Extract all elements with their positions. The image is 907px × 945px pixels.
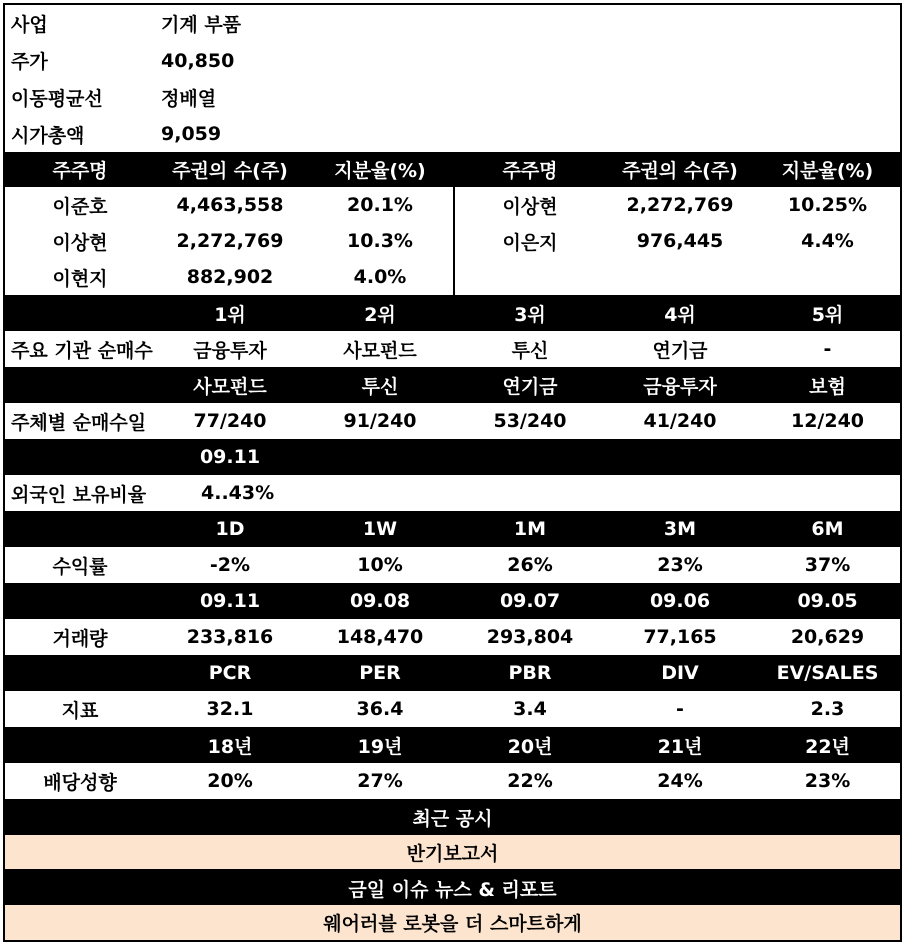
- info-value: 40,850: [161, 49, 235, 72]
- indicator-header: DIV: [661, 662, 699, 684]
- entity-value: 77/240: [193, 410, 267, 432]
- disclosure-item[interactable]: [5, 835, 900, 869]
- header-shares: 주권의 수(주): [172, 160, 288, 182]
- institution-value: 투신: [511, 339, 549, 362]
- return-value: 37%: [804, 554, 851, 576]
- year-header: 21년: [657, 735, 703, 758]
- returns-header: [5, 511, 900, 547]
- header-name: 주주명: [502, 160, 558, 182]
- news-header: [5, 871, 900, 905]
- rank-1: 1위: [214, 303, 246, 326]
- shareholder-shares: 2,272,769: [176, 230, 284, 252]
- indicator-value: -: [676, 698, 684, 720]
- table-row: [5, 259, 900, 295]
- period-header: 1W: [362, 518, 398, 540]
- shareholder-ratio: 4.4%: [801, 230, 854, 252]
- dividend-header: [5, 727, 900, 763]
- rank-5: 5위: [811, 303, 844, 326]
- shareholder-name: 이현지: [52, 267, 108, 290]
- indicator-header: PER: [359, 662, 401, 684]
- rank-4: 4위: [664, 303, 696, 326]
- entity-header-cell: 보험: [809, 375, 846, 398]
- period-header: 1D: [215, 518, 245, 540]
- row-label: 거래량: [52, 627, 108, 650]
- header-ratio: 지분율(%): [334, 160, 426, 182]
- rank-header: [5, 295, 900, 331]
- shareholder-name: 이은지: [502, 231, 558, 254]
- header-shares: 주권의 수(주): [622, 160, 738, 182]
- institution-value: 사모펀드: [343, 339, 417, 362]
- dividend-value: 22%: [507, 770, 553, 792]
- rank-2: 2위: [364, 303, 396, 326]
- return-value: 10%: [357, 554, 403, 576]
- row-label: 수익률: [52, 555, 108, 578]
- shareholder-shares: 4,463,558: [176, 194, 284, 216]
- row-label: 배당성향: [43, 771, 117, 794]
- return-value: 23%: [657, 554, 703, 576]
- foreign-value: 4..43%: [201, 482, 275, 504]
- header-ratio: 지분율(%): [781, 160, 874, 182]
- volume-value: 233,816: [186, 626, 274, 648]
- date-header: 09.07: [499, 590, 561, 612]
- dividend-value: 24%: [657, 770, 703, 792]
- entity-header: [5, 367, 900, 403]
- indicator-value: 2.3: [810, 698, 845, 720]
- dividend-value: 20%: [207, 770, 253, 792]
- table-row: [5, 187, 900, 223]
- stock-info-sheet: [3, 3, 902, 942]
- rank-3: 3위: [514, 303, 546, 326]
- info-row-price: [5, 42, 900, 79]
- volume-header: [5, 583, 900, 619]
- indicator-header: PCR: [208, 662, 252, 684]
- entity-row: [5, 403, 900, 439]
- shareholder-shares: 2,272,769: [626, 194, 734, 216]
- shareholder-ratio: 10.3%: [347, 230, 413, 252]
- shareholder-name: 이상현: [52, 231, 108, 254]
- year-header: 20년: [507, 735, 553, 758]
- shareholder-shares: 882,902: [186, 266, 274, 288]
- row-label: 주체별 순매수일: [11, 411, 147, 434]
- table-row: [5, 223, 900, 259]
- indicator-value: 32.1: [206, 698, 254, 720]
- institution-value: 연기금: [652, 339, 708, 362]
- shareholder-ratio: 4.0%: [353, 266, 407, 288]
- date-header: 09.11: [199, 590, 261, 612]
- volume-row: [5, 619, 900, 655]
- indicator-header: EV/SALES: [776, 662, 879, 684]
- date-header: 09.05: [797, 590, 858, 612]
- news-link[interactable]: 웨어러블 로봇을 더 스마트하게: [323, 913, 582, 935]
- info-value: 기계 부품: [161, 14, 242, 36]
- indicator-header: PBR: [508, 662, 552, 684]
- entity-value: 91/240: [343, 410, 417, 432]
- date-header: 09.06: [649, 590, 711, 612]
- entity-value: 53/240: [493, 410, 567, 432]
- info-value: 정배열: [161, 88, 217, 110]
- info-row-moving-average: [5, 79, 900, 116]
- dividend-row: [5, 763, 900, 799]
- returns-row: [5, 547, 900, 583]
- disclosure-title: 최근 공시: [412, 807, 493, 830]
- foreign-date: 09.11: [199, 446, 261, 468]
- dividend-value: 27%: [357, 770, 403, 792]
- volume-value: 148,470: [336, 626, 424, 648]
- date-header: 09.08: [349, 590, 411, 612]
- period-header: 1M: [513, 518, 547, 540]
- period-header: 6M: [811, 518, 844, 540]
- entity-value: 12/240: [790, 410, 865, 432]
- row-label: 지표: [61, 699, 99, 722]
- institution-row: [5, 331, 900, 367]
- info-value: 9,059: [161, 123, 222, 145]
- shareholder-name: 이상현: [502, 195, 558, 218]
- entity-header-cell: 투신: [361, 375, 399, 398]
- return-value: 26%: [507, 554, 553, 576]
- volume-value: 20,629: [790, 626, 865, 648]
- shareholder-name: 이준호: [52, 195, 108, 218]
- indicators-header: [5, 655, 900, 691]
- volume-value: 77,165: [643, 626, 717, 648]
- year-header: 18년: [207, 735, 253, 758]
- disclosure-header: [5, 799, 900, 835]
- info-row-market-cap: [5, 116, 900, 152]
- basic-info: [5, 5, 900, 152]
- indicator-value: 36.4: [356, 698, 404, 720]
- entity-header-cell: 금융투자: [643, 375, 717, 398]
- year-header: 19년: [357, 735, 403, 758]
- year-header: 22년: [805, 735, 850, 758]
- shareholder-shares: 976,445: [636, 230, 724, 252]
- entity-value: 41/240: [643, 410, 717, 432]
- indicator-value: 3.4: [513, 698, 547, 720]
- news-item[interactable]: [5, 905, 900, 940]
- period-header: 3M: [663, 518, 697, 540]
- row-label: 외국인 보유비율: [11, 483, 147, 506]
- foreign-header: [5, 439, 900, 475]
- info-label: 이동평균선: [11, 88, 103, 110]
- institution-value: 금융투자: [193, 339, 267, 362]
- volume-value: 293,804: [486, 626, 574, 648]
- entity-header-cell: 사모펀드: [193, 375, 267, 398]
- info-row-business: [5, 5, 900, 42]
- row-label: 주요 기관 순매수: [11, 339, 153, 362]
- info-label: 시가총액: [11, 124, 85, 147]
- news-title: 금일 이슈 뉴스 & 리포트: [348, 878, 557, 901]
- info-label: 사업: [11, 14, 48, 36]
- shareholder-ratio: 20.1%: [347, 194, 413, 216]
- disclosure-link[interactable]: 반기보고서: [406, 842, 499, 865]
- header-name: 주주명: [52, 160, 108, 182]
- institution-value: -: [823, 338, 832, 360]
- dividend-value: 23%: [804, 770, 851, 792]
- shareholder-header: [5, 152, 900, 187]
- return-value: -2%: [209, 554, 251, 576]
- indicators-row: [5, 691, 900, 727]
- entity-header-cell: 연기금: [502, 375, 558, 398]
- info-label: 주가: [11, 51, 48, 73]
- shareholder-table: [5, 187, 900, 295]
- foreign-row: [5, 475, 900, 511]
- shareholder-ratio: 10.25%: [787, 194, 868, 216]
